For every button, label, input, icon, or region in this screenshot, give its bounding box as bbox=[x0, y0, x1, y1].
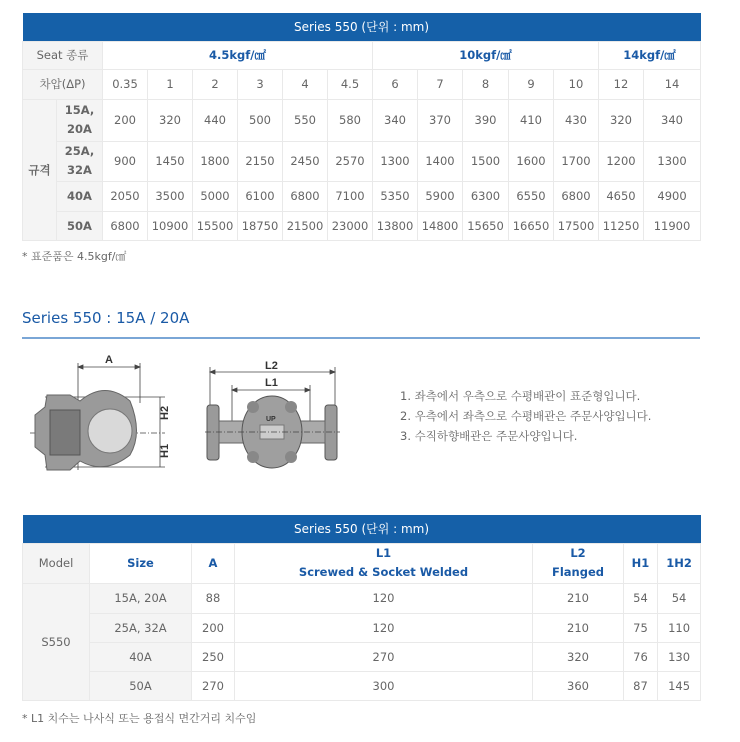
value-cell: 2150 bbox=[238, 141, 283, 181]
value-cell: 11250 bbox=[599, 211, 644, 240]
dim-h2-label: H2 bbox=[159, 405, 171, 420]
dp-value: 7 bbox=[418, 69, 463, 99]
value-cell: 320 bbox=[599, 99, 644, 141]
seat-group-4-5: 4.5kgf/㎠ bbox=[103, 41, 373, 69]
value-cell: 200 bbox=[103, 99, 148, 141]
value-cell: 6800 bbox=[103, 211, 148, 240]
table2-footnote: * L1 치수는 나사식 또는 용접식 면간거리 치수임 bbox=[22, 712, 257, 725]
front-view-diagram bbox=[205, 355, 340, 480]
section-divider bbox=[22, 337, 700, 339]
size-cell: 15A, 20A bbox=[90, 583, 192, 613]
seat-type-label: Seat 종류 bbox=[23, 41, 103, 69]
value-cell: 1700 bbox=[554, 141, 599, 181]
value-cell: 4650 bbox=[599, 181, 644, 211]
value-cell: 550 bbox=[283, 99, 328, 141]
value-cell: 1800 bbox=[193, 141, 238, 181]
header-h1: H1 bbox=[624, 543, 658, 583]
value-cell: 17500 bbox=[554, 211, 599, 240]
seat-group-10: 10kgf/㎠ bbox=[373, 41, 599, 69]
value-cell: 340 bbox=[644, 99, 701, 141]
l1-cell: 300 bbox=[235, 671, 533, 700]
size-cell: 15A, 20A bbox=[57, 99, 103, 141]
value-cell: 1300 bbox=[373, 141, 418, 181]
size-cell: 50A bbox=[57, 211, 103, 240]
h2-cell: 130 bbox=[658, 642, 701, 671]
side-view-diagram bbox=[25, 355, 175, 480]
value-cell: 10900 bbox=[148, 211, 193, 240]
table-row bbox=[23, 613, 701, 642]
header-size: Size bbox=[90, 543, 192, 583]
value-cell: 1450 bbox=[148, 141, 193, 181]
value-cell: 6100 bbox=[238, 181, 283, 211]
header-l2-bottom: Flanged bbox=[551, 565, 604, 579]
dp-value: 4.5 bbox=[328, 69, 373, 99]
value-cell: 14800 bbox=[418, 211, 463, 240]
table-row bbox=[23, 671, 701, 700]
value-cell: 6300 bbox=[463, 181, 509, 211]
header-l1-top: L1 bbox=[375, 546, 392, 560]
value-cell: 340 bbox=[373, 99, 418, 141]
header-l2-top: L2 bbox=[570, 546, 586, 560]
size-cell: 25A, 32A bbox=[90, 613, 192, 642]
installation-notes bbox=[400, 386, 651, 446]
value-cell: 1600 bbox=[509, 141, 554, 181]
value-cell: 18750 bbox=[238, 211, 283, 240]
dp-value: 10 bbox=[554, 69, 599, 99]
value-cell: 430 bbox=[554, 99, 599, 141]
header-a: A bbox=[192, 543, 235, 583]
value-cell: 5000 bbox=[193, 181, 238, 211]
value-cell: 15650 bbox=[463, 211, 509, 240]
dp-value: 12 bbox=[599, 69, 644, 99]
l2-cell: 210 bbox=[533, 613, 624, 642]
value-cell: 2450 bbox=[283, 141, 328, 181]
dp-value: 8 bbox=[463, 69, 509, 99]
table-row bbox=[23, 211, 701, 240]
dp-value: 1 bbox=[148, 69, 193, 99]
table-row bbox=[23, 583, 701, 613]
value-cell: 4900 bbox=[644, 181, 701, 211]
table-row bbox=[23, 642, 701, 671]
table-caption: Series 550 (단위 : mm) bbox=[23, 515, 701, 543]
value-cell: 6550 bbox=[509, 181, 554, 211]
model-cell: S550 bbox=[23, 583, 90, 700]
value-cell: 6800 bbox=[283, 181, 328, 211]
size-cell: 40A bbox=[90, 642, 192, 671]
pressure-capacity-table bbox=[22, 13, 701, 241]
value-cell: 2050 bbox=[103, 181, 148, 211]
value-cell: 440 bbox=[193, 99, 238, 141]
value-cell: 320 bbox=[148, 99, 193, 141]
note-item: 1. 좌측에서 우측으로 수평배관이 표준형입니다. bbox=[400, 389, 641, 403]
value-cell: 390 bbox=[463, 99, 509, 141]
value-cell: 1500 bbox=[463, 141, 509, 181]
value-cell: 500 bbox=[238, 99, 283, 141]
value-cell: 7100 bbox=[328, 181, 373, 211]
size-cell: 50A bbox=[90, 671, 192, 700]
dp-value: 2 bbox=[193, 69, 238, 99]
note-item: 3. 수직하향배관은 주문사양입니다. bbox=[400, 429, 578, 443]
differential-pressure-label: 차압(ΔP) bbox=[23, 69, 103, 99]
dp-value: 4 bbox=[283, 69, 328, 99]
l2-cell: 320 bbox=[533, 642, 624, 671]
header-l2 bbox=[533, 543, 624, 583]
note-item: 2. 우측에서 좌측으로 수평배관은 주문사양입니다. bbox=[400, 409, 652, 423]
seat-group-14: 14kgf/㎠ bbox=[599, 41, 701, 69]
header-model: Model bbox=[23, 543, 90, 583]
value-cell: 23000 bbox=[328, 211, 373, 240]
value-cell: 1200 bbox=[599, 141, 644, 181]
size-cell: 25A, 32A bbox=[57, 141, 103, 181]
table-row bbox=[23, 141, 701, 181]
value-cell: 900 bbox=[103, 141, 148, 181]
value-cell: 15500 bbox=[193, 211, 238, 240]
value-cell: 16650 bbox=[509, 211, 554, 240]
a-cell: 270 bbox=[192, 671, 235, 700]
dp-value: 6 bbox=[373, 69, 418, 99]
h2-cell: 145 bbox=[658, 671, 701, 700]
value-cell: 410 bbox=[509, 99, 554, 141]
value-cell: 5900 bbox=[418, 181, 463, 211]
dim-l2-label: L2 bbox=[265, 360, 278, 372]
a-cell: 250 bbox=[192, 642, 235, 671]
h1-cell: 87 bbox=[624, 671, 658, 700]
section-title: Series 550 : 15A / 20A bbox=[22, 309, 190, 327]
value-cell: 2570 bbox=[328, 141, 373, 181]
h1-cell: 76 bbox=[624, 642, 658, 671]
dp-value: 0.35 bbox=[103, 69, 148, 99]
header-l1-bottom: Screwed & Socket Welded bbox=[298, 565, 469, 579]
header-l1 bbox=[235, 543, 533, 583]
dim-a-label: A bbox=[105, 355, 113, 366]
a-cell: 200 bbox=[192, 613, 235, 642]
header-h2: 1H2 bbox=[658, 543, 701, 583]
value-cell: 6800 bbox=[554, 181, 599, 211]
table-caption: Series 550 (단위 : mm) bbox=[23, 13, 701, 41]
h1-cell: 54 bbox=[624, 583, 658, 613]
value-cell: 370 bbox=[418, 99, 463, 141]
dim-l1-label: L1 bbox=[265, 377, 278, 389]
dp-value: 3 bbox=[238, 69, 283, 99]
table-row bbox=[23, 181, 701, 211]
dp-value: 14 bbox=[644, 69, 701, 99]
spec-label: 규격 bbox=[23, 99, 57, 240]
h1-cell: 75 bbox=[624, 613, 658, 642]
table1-footnote: * 표준품은 4.5kgf/㎠ bbox=[22, 250, 127, 263]
value-cell: 21500 bbox=[283, 211, 328, 240]
dim-h1-label: H1 bbox=[159, 443, 171, 458]
value-cell: 13800 bbox=[373, 211, 418, 240]
value-cell: 11900 bbox=[644, 211, 701, 240]
l1-cell: 120 bbox=[235, 583, 533, 613]
size-cell: 40A bbox=[57, 181, 103, 211]
l2-cell: 360 bbox=[533, 671, 624, 700]
up-marking: UP bbox=[266, 416, 276, 423]
l1-cell: 270 bbox=[235, 642, 533, 671]
value-cell: 1400 bbox=[418, 141, 463, 181]
h2-cell: 54 bbox=[658, 583, 701, 613]
value-cell: 580 bbox=[328, 99, 373, 141]
a-cell: 88 bbox=[192, 583, 235, 613]
h2-cell: 110 bbox=[658, 613, 701, 642]
dp-value: 9 bbox=[509, 69, 554, 99]
dimensions-table bbox=[22, 515, 701, 701]
l2-cell: 210 bbox=[533, 583, 624, 613]
value-cell: 5350 bbox=[373, 181, 418, 211]
value-cell: 3500 bbox=[148, 181, 193, 211]
value-cell: 1300 bbox=[644, 141, 701, 181]
l1-cell: 120 bbox=[235, 613, 533, 642]
table-row bbox=[23, 99, 701, 141]
